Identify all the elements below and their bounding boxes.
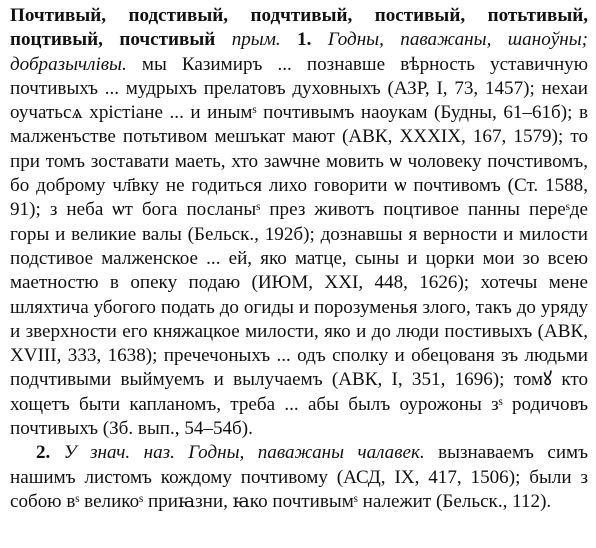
entry-headword: Почтивый, подстивый, подчтивый, постивый, потьтивый, поцтивый, почстивый (10, 5, 588, 51)
sense-1-number: 1. (297, 29, 312, 51)
sense-2-citations: вызнаваемъ симъ нашимъ листомъ кождому почтивому (АСД, IX, 417, 1506); были з собою вˢ великоˢ приꙗзни, ꙗко почтивымˢ належит (10, 442, 589, 512)
grammar-label: прым. (231, 29, 281, 51)
sense-2-definition: У знач. наз. Годны, паважаны чалавек. (63, 442, 425, 464)
sense-2-paragraph (10, 441, 588, 514)
sense-1-definition: Годны, паважаны, шаноўны; добразычлівы. (10, 29, 588, 75)
dictionary-entry (10, 4, 588, 441)
sense-2-source: (Бельск., 112). (436, 490, 552, 512)
sense-2-number: 2. (36, 442, 51, 464)
sense-1-citations: мы Казимиръ ... познавше вѣрность уставичную почтивыхъ ... мудрыхъ прелатовъ духовныхъ (АЗР, І, 73, 1457); нехаи оучатьсѧ хрістіане ... и инымˢ почтивымъ наоукам (Будны, 61–61б); в малженъстве потьтивом мешъкат мают (АВК, XXXIX, 167, 1579); то при томъ зоставати маеть, хто заѡчне мовить ѡ чоловеку почстивомъ, бо доброму чл҃вку не годиться лихо говорити ѡ почтивомъ (Ст. 1588, 91); з неба ѡт бога посланыˢ през животъ поцтивое панны переˢде горы и великие валы (Бельск., 192б); дознавшы я верности и милости подстивое малженское ... ей, яко матце, сыны и цорки мои зо всею маетностю в опеку подаю (ИЮМ, XXI, 448, 1626); хотечы мене шляхтича убогого подать до огиды и порозуменья злого, такъ до уряду и зверхности его княжацкое милости, яко и до люди постивыхъ (АВК, XVIII, 333, 1638); пречечоныхъ ... одъ сполку и обецованя зъ людьми подчтивыми выймуемъ и вылучаемъ (АВК, І, 351, 1696); томꙋ кто хощетъ быти капланомъ, треба ... абы былъ оурожоны зˢ родичовъ почтивыхъ (Зб. вып., 54–54б). (10, 53, 588, 440)
